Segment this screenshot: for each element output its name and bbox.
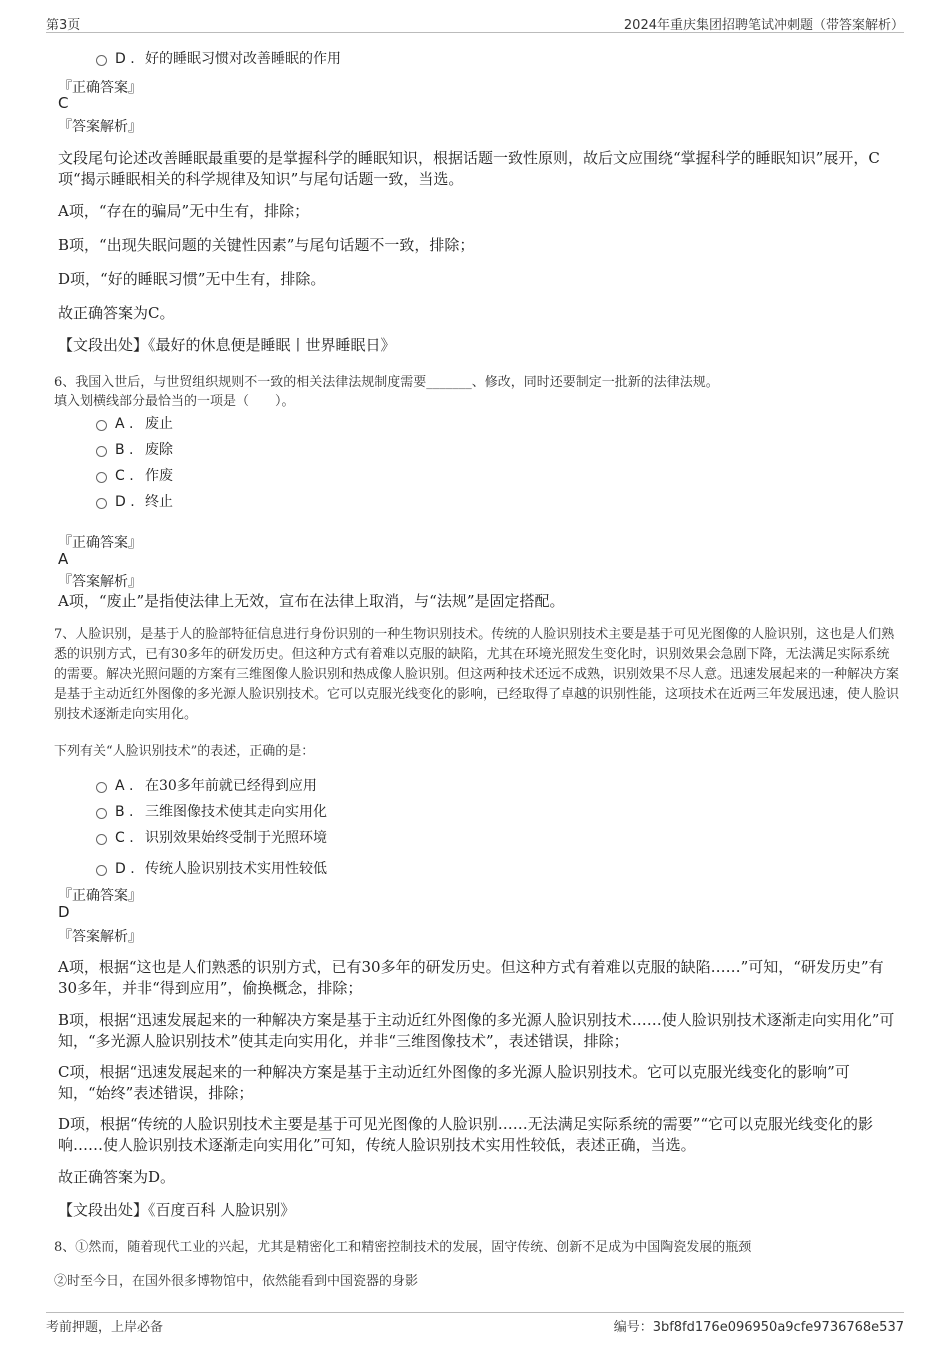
radio-icon[interactable] xyxy=(96,55,107,66)
q5-analysis-paragraph: 文段尾句论述改善睡眠最重要的是掌握科学的睡眠知识，根据话题一致性原则，故后文应围绕“掌握科学的睡眠知识”展开，C项“揭示睡眠相关的科学规律及知识”与尾句话题一致，当选。 xyxy=(58,149,880,188)
q5-source: 【文段出处】《最好的休息便是睡眠丨世界睡眠日》 xyxy=(58,336,396,354)
q7-option-c[interactable]: C . 识别效果始终受制于光照环境 xyxy=(96,827,327,847)
q7-answer: D xyxy=(58,903,70,921)
q8-line1: 8、①然而，随着现代工业的兴起，尤其是精密化工和精密控制技术的发展，固守传统、创新不足成为中国陶瓷发展的瓶颈 xyxy=(54,1240,752,1255)
q5-answer-label: 『正确答案』 xyxy=(58,80,142,96)
q5-analysis-d: D项，“好的睡眠习惯”无中生有，排除。 xyxy=(58,270,326,288)
q7-analysis-a: A项，根据“这也是人们熟悉的识别方式，已有30多年的研发历史。但这种方式有着难以克服的缺陷……”可知，“研发历史”有30多年，并非“得到应用”，偷换概念，排除； xyxy=(58,958,884,997)
q7-analysis-b: B项，根据“迅速发展起来的一种解决方案是基于主动近红外图像的多光源人脸识别技术……使人脸识别技术逐渐走向实用化”可知，“多光源人脸识别技术”使其走向实用化，并非“三维图像技术”，表述错误，排除； xyxy=(58,1011,895,1050)
q7-option-a[interactable]: A . 在30多年前就已经得到应用 xyxy=(96,775,317,795)
q5-analysis-a: A项，“存在的骗局”无中生有，排除； xyxy=(58,202,310,220)
q7-option-b[interactable]: B . 三维图像技术使其走向实用化 xyxy=(96,801,327,821)
q7-analysis-d: D项，根据“传统的人脸识别技术主要是基于可见光图像的人脸识别……无法满足实际系统的需要”“它可以克服光线变化的影响……使人脸识别技术逐渐走向实用化”可知，传统人脸识别技术实用性较低，表述正确，当选。 xyxy=(58,1115,874,1154)
q5-option-d[interactable]: D . 好的睡眠习惯对改善睡眠的作用 xyxy=(96,48,341,68)
q6-answer-label: 『正确答案』 xyxy=(58,535,142,551)
q5-analysis-label: 『答案解析』 xyxy=(58,119,142,135)
q6-option-a[interactable]: A . 废止 xyxy=(96,413,173,433)
page-header xyxy=(46,12,904,33)
radio-icon[interactable] xyxy=(96,498,107,509)
radio-icon[interactable] xyxy=(96,865,107,876)
q7-source: 【文段出处】《百度百科 人脸识别》 xyxy=(58,1201,296,1219)
document-code: 编号：3bf8fd176e096950a9cfe9736768e537 xyxy=(613,1320,904,1335)
q8-line2: ②时至今日，在国外很多博物馆中，依然能看到中国瓷器的身影 xyxy=(54,1274,419,1289)
q6-stem-line2: 填入划横线部分最恰当的一项是（ ）。 xyxy=(54,394,295,409)
q7-stem: 7、人脸识别，是基于人的脸部特征信息进行身份识别的一种生物识别技术。传统的人脸识别技术主要是基于可见光图像的人脸识别，这也是人们熟悉的识别方式，已有30多年的研发历史。但这种方式有着难以克服的缺陷，尤其在环境光照发生变化时，识别效果会急剧下降，无法满足实际系统的需要。解决光照问题的方案有三维图像人脸识别和热成像人脸识别。但这两种技术还远不成熟，识别效果不尽人意。迅速发展起来的一种解决方案是基于主动近红外图像的多光源人脸识别技术。它可以克服光线变化的影响，已经取得了卓越的识别性能，这项技术在近两三年发展迅速，使人脸识别技术逐渐走向实用化。 xyxy=(54,627,900,722)
q5-answer: C xyxy=(58,94,69,112)
q5-analysis-b: B项，“出现失眠问题的关键性因素”与尾句话题不一致，排除； xyxy=(58,236,475,254)
q7-analysis-label: 『答案解析』 xyxy=(58,929,142,945)
document-title: 2024年重庆集团招聘笔试冲刺题（带答案解析） xyxy=(623,18,904,33)
q7-analysis-c: C项，根据“迅速发展起来的一种解决方案是基于主动近红外图像的多光源人脸识别技术。它可以克服光线变化的影响”可知，“始终”表述错误，排除； xyxy=(58,1063,850,1102)
q6-analysis-label: 『答案解析』 xyxy=(58,574,142,590)
q7-prompt: 下列有关“人脸识别技术”的表述，正确的是： xyxy=(54,744,315,759)
q6-option-d[interactable]: D . 终止 xyxy=(96,491,173,511)
radio-icon[interactable] xyxy=(96,782,107,793)
q6-option-c[interactable]: C . 作废 xyxy=(96,465,173,485)
radio-icon[interactable] xyxy=(96,808,107,819)
page-footer xyxy=(46,1312,904,1333)
q7-conclusion: 故正确答案为D。 xyxy=(58,1168,176,1186)
q6-option-b[interactable]: B . 废除 xyxy=(96,439,173,459)
radio-icon[interactable] xyxy=(96,472,107,483)
q6-analysis: A项，“废止”是指使法律上无效，宣布在法律上取消，与“法规”是固定搭配。 xyxy=(58,592,565,610)
footer-slogan: 考前押题，上岸必备 xyxy=(46,1320,164,1335)
q7-option-d[interactable]: D . 传统人脸识别技术实用性较低 xyxy=(96,858,327,878)
page-number: 第3页 xyxy=(46,18,81,33)
radio-icon[interactable] xyxy=(96,834,107,845)
radio-icon[interactable] xyxy=(96,420,107,431)
q7-answer-label: 『正确答案』 xyxy=(58,888,142,904)
q6-answer: A xyxy=(58,550,69,568)
radio-icon[interactable] xyxy=(96,446,107,457)
q6-stem-line1: 6、我国入世后，与世贸组织规则不一致的相关法律法规制度需要_______、修改，同时还要制定一批新的法律法规。 xyxy=(54,375,719,390)
q5-conclusion: 故正确答案为C。 xyxy=(58,304,175,322)
